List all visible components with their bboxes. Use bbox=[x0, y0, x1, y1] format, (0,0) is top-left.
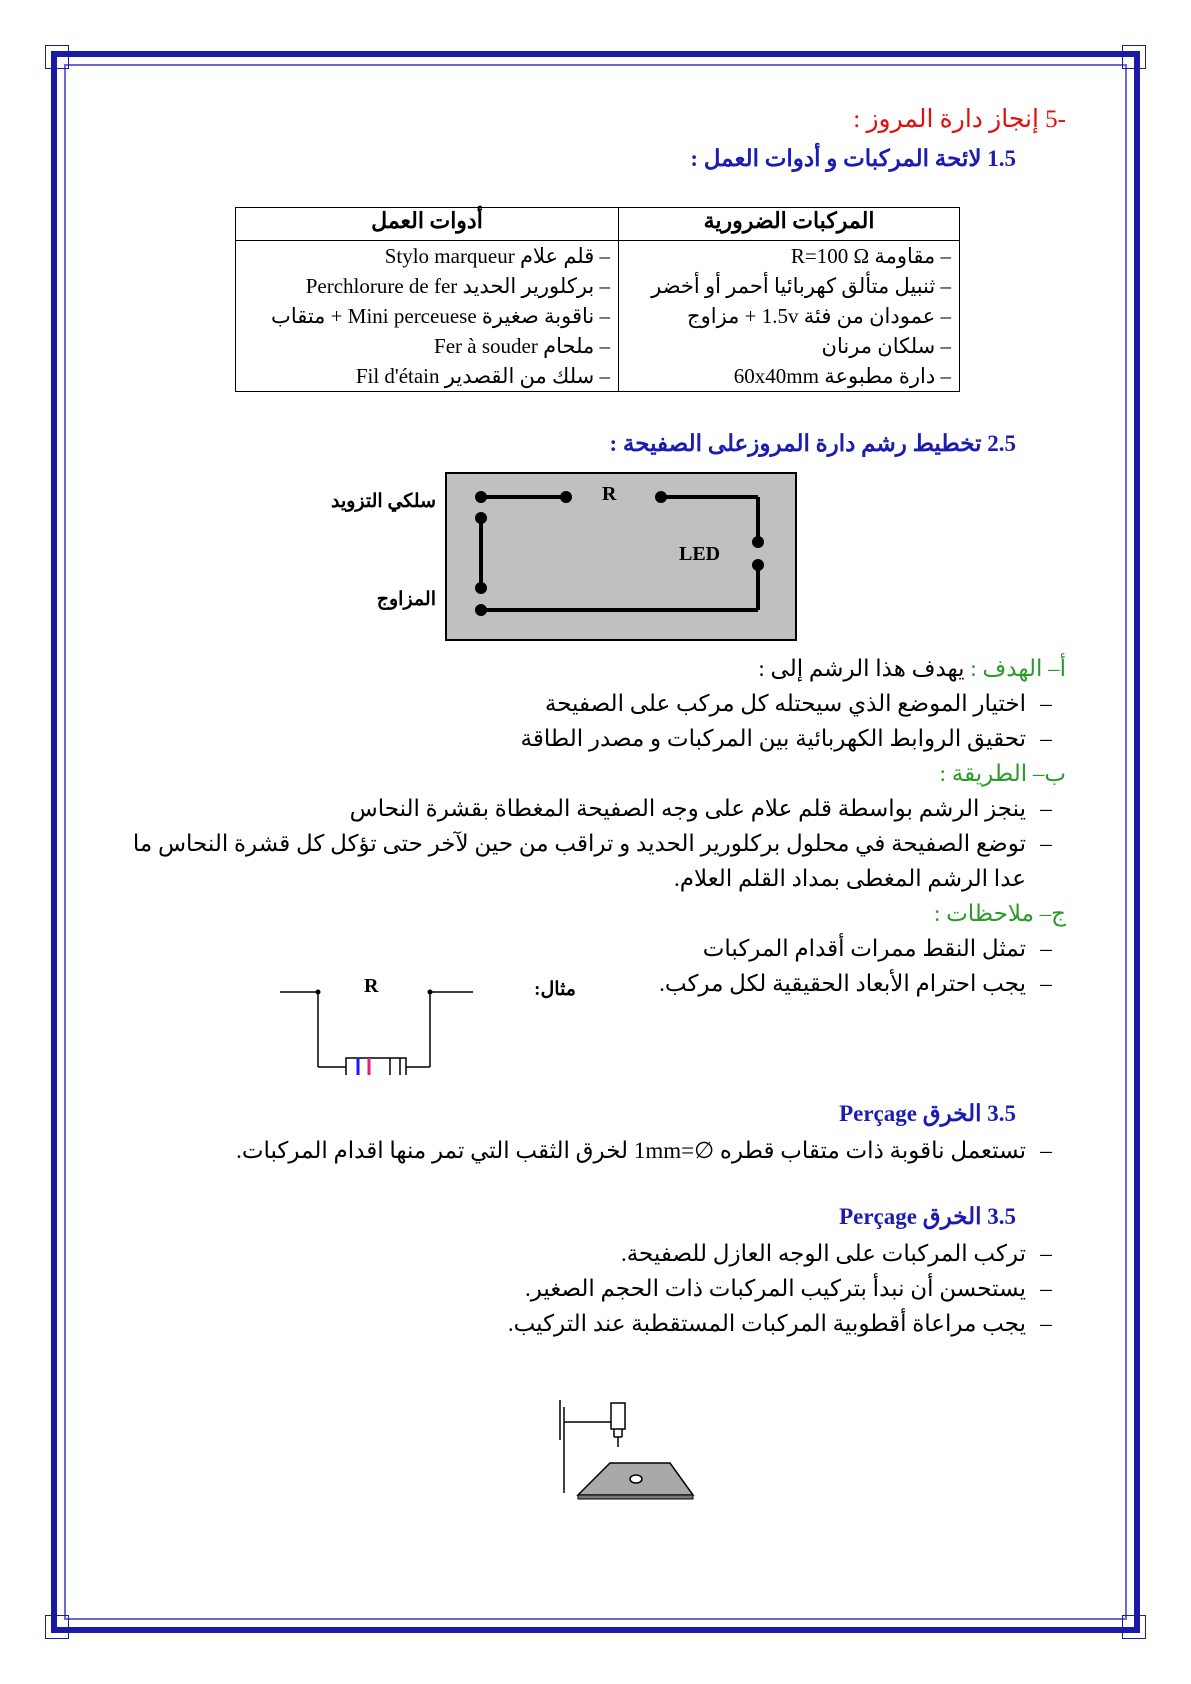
list-item-text: يستحسن أن نبدأ بتركيب المركبات ذات الحجم الصغير. bbox=[524, 1276, 1026, 1301]
list-item: – بركلورير الحديد Perchlorure de fer bbox=[305, 274, 611, 298]
example-label: مثال: bbox=[534, 979, 576, 1000]
list-item-text: تحقيق الروابط الكهربائية بين المركبات و مصدر الطاقة bbox=[520, 726, 1026, 751]
list-item-text: يجب احترام الأبعاد الحقيقية لكل مركب. bbox=[659, 971, 1026, 996]
tools-cell bbox=[236, 241, 619, 392]
subsection-title-5-3: 3.5 الخرق Perçage bbox=[839, 1101, 1016, 1126]
goal-label: أ– الهدف : bbox=[970, 656, 1066, 681]
list-item-text: تستعمل ناقوبة ذات متقاب قطره ∅=1mm لخرق الثقب التي تمر منها اقدام المركبات. bbox=[236, 1138, 1026, 1163]
led-label: LED bbox=[679, 543, 721, 565]
notes-label: ج– ملاحظات : bbox=[933, 901, 1066, 926]
list-item: –تمثل النقط ممرات أقدام المركبات bbox=[702, 936, 1052, 961]
subsection-title-5-2: 2.5 تخطيط رشم دارة المروزعلى الصفيحة : bbox=[609, 431, 1016, 456]
list-item-text: اختيار الموضع الذي سيحتله كل مركب على الصفيحة bbox=[544, 691, 1026, 716]
list-item: –اختيار الموضع الذي سيحتله كل مركب على الصفيحة bbox=[544, 691, 1052, 716]
list-item: –يجب مراعاة أقطوبية المركبات المستقطبة عند التركيب. bbox=[507, 1311, 1052, 1336]
drill-press-illustration bbox=[548, 1395, 698, 1515]
border-corner bbox=[45, 45, 69, 69]
list-item-text: تمثل النقط ممرات أقدام المركبات bbox=[702, 936, 1026, 961]
border-corner bbox=[1122, 1615, 1146, 1639]
border-corner bbox=[1122, 45, 1146, 69]
border-corner bbox=[45, 1615, 69, 1639]
list-item: – مقاومة R=100 Ω bbox=[790, 244, 951, 268]
list-item: – ثنبيل متألق كهربائيا أحمر أو أخضر bbox=[651, 274, 951, 298]
pcb-layout-diagram bbox=[306, 470, 806, 645]
list-item: –تستعمل ناقوبة ذات متقاب قطره ∅=1mm لخرق الثقب التي تمر منها اقدام المركبات. bbox=[236, 1138, 1052, 1163]
list-item: –يجب احترام الأبعاد الحقيقية لكل مركب. bbox=[659, 971, 1052, 996]
list-item-text: يجب مراعاة أقطوبية المركبات المستقطبة عند التركيب. bbox=[507, 1311, 1026, 1336]
list-item: – عمودان من فئة 1.5v + مزاوج bbox=[687, 304, 951, 328]
list-item: – قلم علام Stylo marqueur bbox=[384, 244, 611, 268]
components-cell bbox=[619, 241, 960, 392]
coupler-label: المزاوج bbox=[376, 589, 436, 610]
subsection-title-5-3-b: 3.5 الخرق Perçage bbox=[839, 1204, 1016, 1229]
list-item: – ناقوبة صغيرة Mini perceuese + متقاب bbox=[271, 304, 611, 328]
list-item: – سلكان مرنان bbox=[821, 334, 951, 358]
list-item: – دارة مطبوعة 60x40mm bbox=[733, 364, 951, 388]
resistor-label: R bbox=[602, 483, 617, 505]
goal-text: يهدف هذا الرشم إلى : bbox=[758, 656, 971, 681]
components-header: المركبات الضرورية bbox=[619, 208, 960, 241]
list-item-text: ينجز الرشم بواسطة قلم علام على وجه الصفيحة المغطاة بقشرة النحاس bbox=[349, 796, 1026, 821]
goal-paragraph bbox=[758, 656, 1066, 682]
list-item-text: تركب المركبات على الوجه العازل للصفيحة. bbox=[620, 1241, 1026, 1266]
section-title: -5 إنجاز دارة المروز : bbox=[853, 106, 1066, 133]
list-item-continuation: عدا الرشم المغطى بمداد القلم العلام. bbox=[674, 866, 1026, 891]
list-item: – ملحام Fer à souder bbox=[434, 334, 611, 358]
list-item: –توضع الصفيحة في محلول بركلورير الحديد و تراقب من حين لآخر حتى تؤكل كل قشرة النحاس ما bbox=[132, 831, 1052, 856]
method-label: ب– الطريقة : bbox=[939, 761, 1066, 786]
list-item: –تركب المركبات على الوجه العازل للصفيحة. bbox=[620, 1241, 1052, 1266]
resistor-label: R bbox=[364, 975, 379, 997]
list-item: –ينجز الرشم بواسطة قلم علام على وجه الصفيحة المغطاة بقشرة النحاس bbox=[349, 796, 1052, 821]
tools-header: أدوات العمل bbox=[236, 208, 619, 241]
components-tools-table bbox=[235, 207, 960, 392]
list-item: –يستحسن أن نبدأ بتركيب المركبات ذات الحجم الصغير. bbox=[524, 1276, 1052, 1301]
list-item: – سلك من القصدير Fil d'étain bbox=[355, 364, 611, 388]
list-item: –تحقيق الروابط الكهربائية بين المركبات و مصدر الطاقة bbox=[520, 726, 1052, 751]
resistor-footprint-example bbox=[278, 975, 478, 1075]
supply-wires-label: سلكي التزويد bbox=[330, 491, 436, 512]
subsection-title-5-1: 1.5 لائحة المركبات و أدوات العمل : bbox=[690, 146, 1016, 171]
list-item-text: توضع الصفيحة في محلول بركلورير الحديد و تراقب من حين لآخر حتى تؤكل كل قشرة النحاس ما bbox=[132, 831, 1026, 856]
